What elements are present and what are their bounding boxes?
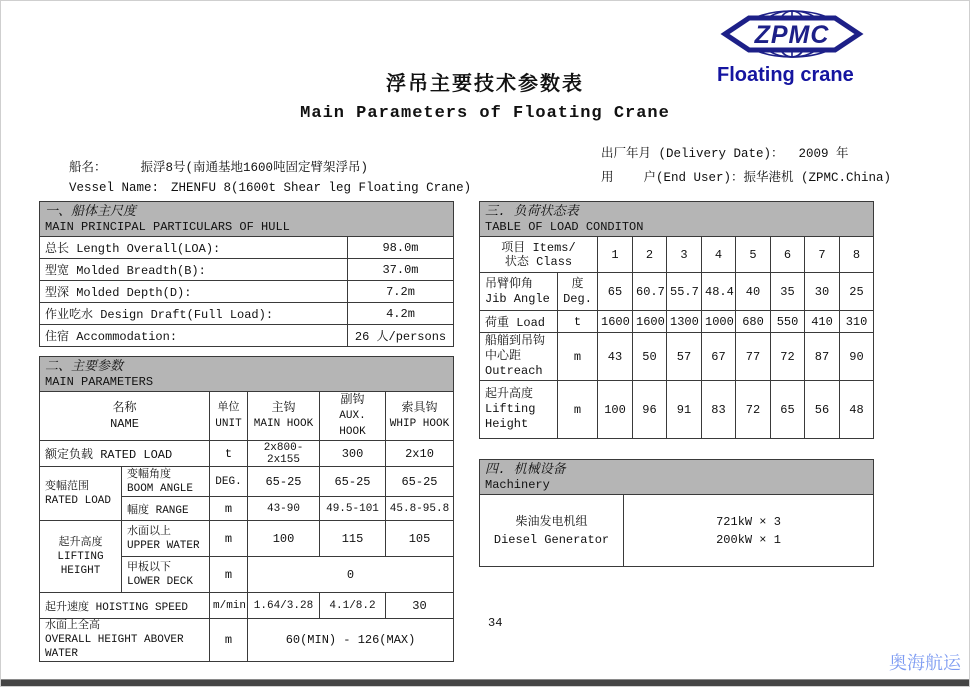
load-value: 680 — [736, 311, 771, 333]
jib-angle-value: 30 — [805, 273, 840, 311]
hoisting-speed-whip: 30 — [386, 593, 454, 619]
col-whip-cn: 索具钩 — [401, 401, 438, 415]
load-value: 1000 — [702, 311, 736, 333]
outreach-value: 50 — [633, 333, 667, 381]
load-value: 410 — [805, 311, 840, 333]
machinery-row — [480, 495, 874, 567]
outreach-label — [480, 333, 558, 381]
watermark-text: 奥海航运 — [889, 653, 961, 674]
jib-angle-label-en: Jib Angle — [485, 291, 550, 306]
upper-water-aux: 115 — [320, 521, 386, 557]
lifting-height-value: 56 — [805, 381, 840, 439]
rated-load-unit: t — [210, 441, 248, 467]
height-group-label-en: LIFTING HEIGHT — [57, 550, 104, 577]
hull-row-label: 总长 Length Overall(LOA): — [40, 237, 348, 259]
zpmc-logo-text: ZPMC — [754, 21, 830, 49]
range-label: 幅度 RANGE — [122, 497, 210, 521]
end-user-line: 用 户(End User)：振华港机 (ZPMC.China) — [601, 171, 892, 185]
overall-height-unit: m — [210, 619, 248, 662]
upper-water-label-cn: 水面以上 — [127, 525, 171, 538]
outreach-value: 90 — [840, 333, 874, 381]
load-title-en: TABLE OF LOAD CONDITON — [485, 220, 644, 234]
vessel-name-en-value: ZHENFU 8(1600t Shear leg Floating Crane) — [171, 181, 472, 195]
rated-load-aux: 300 — [320, 441, 386, 467]
diesel-generator-spec-2: 200kW × 1 — [716, 532, 781, 547]
range-whip: 45.8-95.8 — [386, 497, 454, 521]
hull-row-value: 7.2m — [348, 281, 454, 303]
boom-angle-label — [122, 467, 210, 497]
upper-water-label — [122, 521, 210, 557]
jib-angle-label-cn: 吊臂仰角 — [485, 276, 534, 291]
rated-load-row — [40, 441, 454, 467]
zpmc-globe-icon — [717, 9, 867, 59]
table-row — [40, 259, 454, 281]
overall-height-row — [40, 619, 454, 662]
boom-angle-main: 65-25 — [248, 467, 320, 497]
lower-deck-label-cn: 甲板以下 — [127, 561, 171, 574]
overall-height-label-cn: 水面上全高 — [45, 620, 100, 632]
hull-title-en: MAIN PRINCIPAL PARTICULARS OF HULL — [45, 220, 290, 234]
col-main-hook-header — [248, 392, 320, 441]
load-title-cn: 三. 负荷状态表 — [485, 204, 579, 219]
table-row — [40, 303, 454, 325]
col-whip-en: WHIP HOOK — [389, 418, 450, 430]
class-number: 8 — [840, 237, 874, 273]
upper-water-main: 100 — [248, 521, 320, 557]
vessel-name-cn-value: 振浮8号(南通基地1600吨固定臂架浮吊) — [140, 161, 369, 175]
upper-water-unit: m — [210, 521, 248, 557]
outreach-value: 72 — [771, 333, 805, 381]
jib-angle-value: 65 — [598, 273, 633, 311]
jib-angle-label — [480, 273, 558, 311]
col-whip-hook-header — [386, 392, 454, 441]
params-section-header — [40, 357, 454, 392]
vessel-name-cn-label: 船名： — [69, 161, 107, 175]
hull-title-cn: 一、船体主尺度 — [45, 204, 137, 219]
boom-angle-label-en: BOOM ANGLE — [127, 482, 194, 495]
page-title-cn: 浮吊主要技术参数表 — [386, 71, 584, 95]
lifting-height-row — [480, 381, 874, 439]
col-unit-header — [210, 392, 248, 441]
rated-load-main: 2x800- 2x155 — [248, 441, 320, 467]
boom-angle-aux: 65-25 — [320, 467, 386, 497]
outreach-label-cn1: 船艏到吊钩 — [485, 334, 546, 348]
jib-angle-unit — [558, 273, 598, 311]
machinery-section-header — [480, 460, 874, 495]
outreach-unit: m — [558, 333, 598, 381]
lifting-height-label-en2: Height — [485, 417, 529, 431]
hoisting-speed-label: 起升速度 HOISTING SPEED — [40, 593, 210, 619]
height-group-label — [40, 521, 122, 593]
outreach-label-cn2: 中心距 — [485, 349, 522, 363]
class-number: 6 — [771, 237, 805, 273]
load-value: 310 — [840, 311, 874, 333]
delivery-date-line: 出厂年月 (Delivery Date)： 2009 年 — [601, 147, 849, 161]
col-main-cn: 主钩 — [271, 401, 296, 415]
jib-angle-unit-cn: 度 — [571, 276, 584, 291]
machinery-title-en: Machinery — [485, 478, 550, 492]
class-number: 7 — [805, 237, 840, 273]
lifting-height-value: 100 — [598, 381, 633, 439]
col-name-cn: 名称 — [112, 401, 137, 415]
range-main: 43-90 — [248, 497, 320, 521]
hull-section-header — [40, 202, 454, 237]
lifting-height-value: 48 — [840, 381, 874, 439]
load-row — [480, 311, 874, 333]
lifting-height-value: 72 — [736, 381, 771, 439]
outreach-value: 43 — [598, 333, 633, 381]
page-title-en: Main Parameters of Floating Crane — [300, 104, 670, 123]
hull-particulars-table — [39, 201, 454, 347]
class-number: 1 — [598, 237, 633, 273]
jib-angle-value: 25 — [840, 273, 874, 311]
outreach-row — [480, 333, 874, 381]
col-aux-cn: 副钩 — [340, 393, 365, 407]
lifting-height-value: 96 — [633, 381, 667, 439]
range-unit: m — [210, 497, 248, 521]
load-value: 1600 — [633, 311, 667, 333]
boom-angle-unit: DEG. — [210, 467, 248, 497]
hull-row-label: 型宽 Molded Breadth(B): — [40, 259, 348, 281]
hull-row-value: 4.2m — [348, 303, 454, 325]
upper-water-label-en: UPPER WATER — [127, 539, 200, 552]
jib-angle-value: 35 — [771, 273, 805, 311]
outreach-label-en: Outreach — [485, 364, 543, 378]
hull-row-value: 98.0m — [348, 237, 454, 259]
overall-height-label-en: OVERALL HEIGHT ABOVER WATER — [45, 634, 184, 660]
col-aux-hook-header — [320, 392, 386, 441]
lower-deck-unit: m — [210, 557, 248, 593]
outreach-value: 67 — [702, 333, 736, 381]
lifting-height-unit: m — [558, 381, 598, 439]
class-label: 状态 Class — [504, 254, 573, 269]
class-number: 5 — [736, 237, 771, 273]
diesel-generator-spec — [624, 495, 874, 567]
items-label: 项目 Items/ — [501, 240, 576, 255]
lower-deck-label — [122, 557, 210, 593]
diesel-generator-label-en: Diesel Generator — [493, 532, 610, 547]
col-unit-en: UNIT — [215, 418, 242, 430]
lifting-height-value: 65 — [771, 381, 805, 439]
load-section-header — [480, 202, 874, 237]
load-label: 荷重 Load — [480, 311, 558, 333]
vessel-name-en-label: Vessel Name: — [69, 181, 160, 195]
diesel-generator-label — [480, 495, 624, 567]
lower-deck-label-en: LOWER DECK — [127, 575, 194, 588]
outreach-value: 87 — [805, 333, 840, 381]
load-value: 1300 — [667, 311, 702, 333]
lifting-height-value: 91 — [667, 381, 702, 439]
table-row — [40, 237, 454, 259]
hoisting-speed-aux: 4.1/8.2 — [320, 593, 386, 619]
jib-angle-value: 48.4 — [702, 273, 736, 311]
machinery-table — [479, 459, 874, 567]
hoisting-speed-main: 1.64/3.28 — [248, 593, 320, 619]
hull-row-value: 37.0m — [348, 259, 454, 281]
overall-height-label — [40, 619, 210, 662]
params-title-cn: 二、主要参数 — [45, 359, 124, 374]
hoisting-speed-unit: m/min — [210, 593, 248, 619]
lifting-height-label — [480, 381, 558, 439]
rated-load-whip: 2x10 — [386, 441, 454, 467]
col-name-en: NAME — [110, 417, 139, 431]
class-number: 4 — [702, 237, 736, 273]
jib-angle-row — [480, 273, 874, 311]
boom-angle-row — [40, 467, 454, 497]
range-group-label-en: RATED LOAD — [45, 494, 112, 507]
hull-row-label: 作业吃水 Design Draft(Full Load): — [40, 303, 348, 325]
col-aux-en: AUX. HOOK — [339, 410, 366, 438]
height-group-label-cn: 起升高度 — [58, 536, 103, 549]
logo-caption: Floating crane — [717, 64, 854, 86]
table-row — [40, 281, 454, 303]
diesel-generator-spec-1: 721kW × 3 — [716, 514, 781, 529]
lifting-height-label-en1: Lifting — [485, 402, 536, 416]
rated-load-label: 额定负载 RATED LOAD — [40, 441, 210, 467]
jib-angle-unit-en: Deg. — [563, 291, 592, 306]
upper-water-whip: 105 — [386, 521, 454, 557]
main-parameters-table — [39, 356, 454, 662]
hull-row-label: 型深 Molded Depth(D): — [40, 281, 348, 303]
diesel-generator-label-cn: 柴油发电机组 — [515, 514, 588, 529]
class-number: 2 — [633, 237, 667, 273]
load-conditions-table — [479, 201, 874, 439]
params-title-en: MAIN PARAMETERS — [45, 375, 154, 389]
range-group-label-cn: 变幅范围 — [45, 480, 89, 493]
lifting-height-label-cn: 起升高度 — [485, 387, 534, 401]
lifting-height-value: 83 — [702, 381, 736, 439]
load-value: 550 — [771, 311, 805, 333]
machinery-title-cn: 四. 机械设备 — [485, 462, 566, 477]
col-unit-cn: 单位 — [217, 402, 240, 414]
outreach-value: 77 — [736, 333, 771, 381]
upper-water-row — [40, 521, 454, 557]
class-number: 3 — [667, 237, 702, 273]
jib-angle-value: 60.7 — [633, 273, 667, 311]
outreach-value: 57 — [667, 333, 702, 381]
hull-row-value: 26 人/persons — [348, 325, 454, 347]
page-number: 34 — [488, 616, 503, 630]
jib-angle-value: 55.7 — [667, 273, 702, 311]
boom-angle-whip: 65-25 — [386, 467, 454, 497]
load-unit: t — [558, 311, 598, 333]
range-group-label — [40, 467, 122, 521]
hull-row-label: 住宿 Accommodation: — [40, 325, 348, 347]
bottom-bar — [1, 679, 969, 686]
items-class-header — [480, 237, 598, 273]
hoisting-speed-row — [40, 593, 454, 619]
lower-deck-value: 0 — [248, 557, 454, 593]
load-header-row — [480, 237, 874, 273]
range-aux: 49.5-101 — [320, 497, 386, 521]
col-main-en: MAIN HOOK — [253, 418, 314, 430]
jib-angle-value: 40 — [736, 273, 771, 311]
load-value: 1600 — [598, 311, 633, 333]
boom-angle-label-cn: 变幅角度 — [127, 468, 171, 481]
overall-height-value: 60(MIN) - 126(MAX) — [248, 619, 454, 662]
col-name-header — [40, 392, 210, 441]
table-row — [40, 325, 454, 347]
params-header-row — [40, 392, 454, 441]
